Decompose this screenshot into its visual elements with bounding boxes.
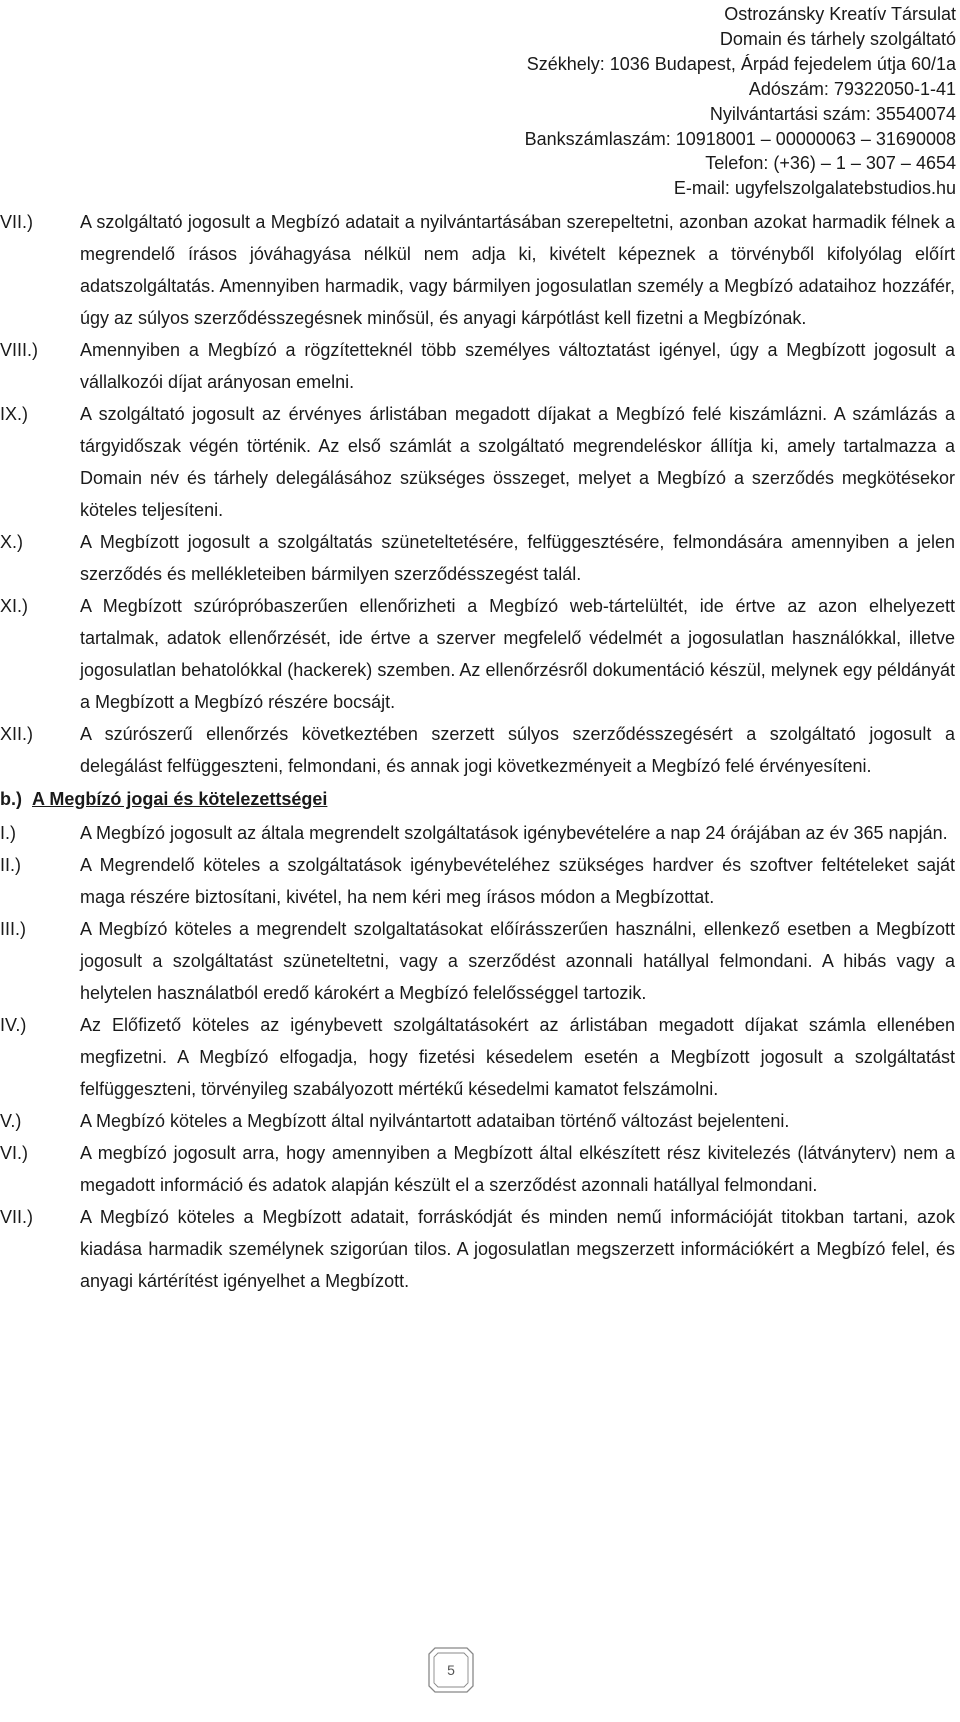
clause-number: V.) xyxy=(0,1111,22,1131)
clause-number: X.) xyxy=(0,532,24,552)
section-label: b.) xyxy=(0,789,22,809)
clause-number: XI.) xyxy=(0,596,29,616)
company-tax-number: Adószám: 79322050-1-41 xyxy=(748,78,956,99)
clause-number: IV.) xyxy=(0,1015,27,1035)
company-registration-number: Nyilvántartási szám: 35540074 xyxy=(709,103,956,124)
clause-item xyxy=(0,1137,955,1201)
company-header xyxy=(256,2,956,201)
clause-item xyxy=(0,718,955,782)
clause-number: I.) xyxy=(0,823,16,843)
clause-number: VI.) xyxy=(0,1143,29,1163)
clause-item xyxy=(0,398,955,526)
clause-number: IX.) xyxy=(0,404,29,424)
page-number-badge xyxy=(427,1646,475,1694)
clause-text: A Megbízó jogosult az általa megrendelt szolgáltatások igénybevételére a nap 24 órájában az év 365 napján. xyxy=(80,823,948,843)
company-address: Székhely: 1036 Budapest, Árpád fejedelem útja 60/1a xyxy=(526,53,956,74)
clause-number: VII.) xyxy=(0,212,34,232)
company-activity: Domain és tárhely szolgáltató xyxy=(719,28,956,49)
clause-text: A Megbízó köteles a megrendelt szolgaltatásokat előírásszerűen használni, ellenkező esetben a Megbízott jogosult a szolgáltatást szüneteltetni, vagy a szerződést azonnali hatállyal felmondani. A hibás vagy a helytelen használatból eredő károkért a Megbízó felelősséggel tartozik. xyxy=(80,919,955,1003)
company-name: Ostrozánsky Kreatív Társulat xyxy=(724,4,956,24)
clause-text: Amennyiben a Megbízó a rögzítetteknél több személyes változtatást igényel, úgy a Megbízott jogosult a vállalkozói díjat arányosan emelni. xyxy=(80,340,955,392)
company-email: E-mail: ugyfelszolgalatebstudios.hu xyxy=(673,178,956,199)
page-number: 5 xyxy=(447,1662,455,1678)
clause-number: VIII.) xyxy=(0,340,39,360)
clause-number: VII.) xyxy=(0,1207,34,1227)
clause-item xyxy=(0,206,955,334)
clause-text: A Megbízó köteles a Megbízott által nyilvántartott adataiban történő változást bejelenteni. xyxy=(80,1111,790,1131)
clause-item xyxy=(0,913,955,1009)
clause-item xyxy=(0,590,955,718)
clause-item xyxy=(0,334,955,398)
company-phone: Telefon: (+36) – 1 – 307 – 4654 xyxy=(705,153,956,174)
clause-text: A Megrendelő köteles a szolgáltatások igénybevételéhez szükséges hardver és szoftver feltételeket saját maga részére biztosítani, kivétel, ha nem kéri meg írásos módon a Megbízottat. xyxy=(80,855,955,907)
clause-item xyxy=(0,1105,955,1137)
clause-text: A szolgáltató jogosult az érvényes árlistában megadott díjakat a Megbízó felé kiszámlázni. A számlázás a tárgyidőszak végén történik. Az első számlát a szolgáltató megrendeléskor állítja ki, amely tartalmazza a Domain név és tárhely delegálásához szükséges összeget, melyet a Megbízó a szerződés megkötésekor köteles teljesíteni. xyxy=(80,404,955,520)
clause-text: A Megbízott szúrópróbaszerűen ellenőrizheti a Megbízó web-tártelültét, ide értve az azon elhelyezett tartalmak, adatok ellenőrzését, ide értve a szerver megfelelő védelmét a jogosulatlan használókkal, illetve jogosulatlan behatolókkal (hackerek) szemben. Az ellenőrzésről dokumentáció készül, melynek egy példányát a Megbízott a Megbízó részére bocsájt. xyxy=(80,596,955,712)
clause-number: XII.) xyxy=(0,724,34,744)
clause-item xyxy=(0,1009,955,1105)
section-heading xyxy=(0,783,955,816)
clause-text: Az Előfizető köteles az igénybevett szolgáltatásokért az árlistában megadott díjakat számla ellenében megfizetni. A Megbízó elfogadja, hogy fizetési késedelem esetén a Megbízott jogosult a szolgáltatást felfüggeszteni, törvényileg szabályozott mértékű késedelmi kamatot felszámolni. xyxy=(80,1015,955,1099)
company-bank-account: Bankszámlaszám: 10918001 – 00000063 – 31690008 xyxy=(524,128,956,149)
clause-text: A megbízó jogosult arra, hogy amennyiben a Megbízott által elkészített rész kivitelezés (látványterv) nem a megadott információ és adatok alapján készült el a szerződést azonnali hatállyal felmondani. xyxy=(80,1143,955,1195)
clause-text: A szúrószerű ellenőrzés következtében szerzett súlyos szerződésszegésért a szolgáltató jogosult a delegálást felfüggeszteni, felmondani, és annak jogi következményeit a Megbízó felé érvényesíteni. xyxy=(80,724,955,776)
clause-item xyxy=(0,849,955,913)
clause-number: III.) xyxy=(0,919,26,939)
document-body xyxy=(0,206,955,1297)
clause-text: A szolgáltató jogosult a Megbízó adatait a nyilvántartásában szerepeltetni, azonban azokat harmadik félnek a megrendelő írásos jóváhagyása nélkül nem adja ki, kivételt képeznek a törvényből kifolyólag előírt adatszolgáltatás. Amennyiben harmadik, vagy bármilyen jogosulatlan személy a Megbízó adataihoz hozzáfér, úgy az súlyos szerződésszegésnek minősül, és anyagi kárpótlást kell fizetni a Megbízónak. xyxy=(80,212,955,328)
clause-item xyxy=(0,817,955,849)
clause-text: A Megbízott jogosult a szolgáltatás szüneteltetésére, felfüggesztésére, felmondására amennyiben a jelen szerződés és mellékleteiben bármilyen szerződésszegést talál. xyxy=(80,532,955,584)
clause-item xyxy=(0,526,955,590)
clause-item xyxy=(0,1201,955,1297)
clause-text: A Megbízó köteles a Megbízott adatait, forráskódját és minden nemű információját titokban tartani, azok kiadása harmadik személynek szigorúan tilos. A jogosulatlan megszerzett információkért a Megbízó felel, és anyagi kártérítést igényelhet a Megbízott. xyxy=(80,1207,955,1291)
clause-number: II.) xyxy=(0,855,21,875)
section-title: A Megbízó jogai és kötelezettségei xyxy=(32,789,328,809)
